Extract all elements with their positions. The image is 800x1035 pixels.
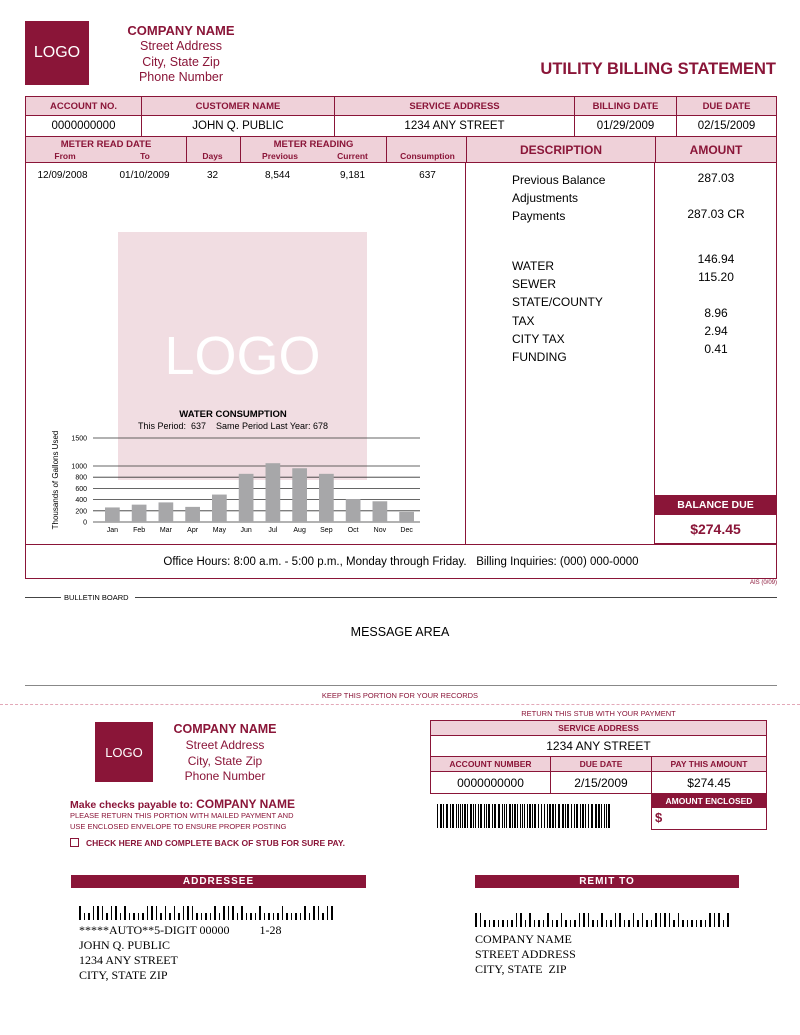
header-billing-date: BILLING DATE <box>574 97 676 115</box>
amount-enclosed-label: AMOUNT ENCLOSED <box>651 794 767 807</box>
charge-amount: 287.03 <box>697 171 735 185</box>
company-logo: LOGO <box>25 21 89 85</box>
y-tick-label: 600 <box>75 485 87 493</box>
message-area: MESSAGE AREA <box>350 625 450 639</box>
divider <box>465 162 466 544</box>
company-name: COMPANY NAME <box>127 23 235 38</box>
y-tick-label: 1000 <box>71 463 87 471</box>
charge-description: Adjustments <box>512 191 579 205</box>
stub-barcode <box>437 804 627 828</box>
bar-mar <box>159 502 174 522</box>
charge-description: Previous Balance <box>512 173 606 187</box>
charge-description: TAX <box>512 314 535 328</box>
statement-title: UTILITY BILLING STATEMENT <box>540 60 776 78</box>
balance-due-label: BALANCE DUE <box>654 495 777 514</box>
to-label: To <box>125 151 165 161</box>
bar-feb <box>132 505 147 522</box>
addressee-label: ADDRESSEE <box>71 875 366 888</box>
balance-due-amount: $274.45 <box>654 514 777 544</box>
header-customer-name: CUSTOMER NAME <box>141 97 334 115</box>
bar-nov <box>373 501 388 522</box>
addressee-line-1: *****AUTO**5-DIGIT 00000 1-28 <box>79 923 282 937</box>
addressee-line-4: CITY, STATE ZIP <box>79 968 168 982</box>
company-city: City, State Zip <box>142 55 220 69</box>
return-stub-note: RETURN THIS STUB WITH YOUR PAYMENT <box>521 709 676 718</box>
stub-logo: LOGO <box>95 722 153 782</box>
charge-amount: 146.94 <box>697 252 735 266</box>
bar-jul <box>266 463 281 522</box>
consumption-label: Consumption <box>390 151 465 161</box>
bar-aug <box>292 468 307 522</box>
x-tick-label: Nov <box>373 527 387 534</box>
remit-postal-barcode <box>475 911 735 927</box>
remit-line-3: CITY, STATE ZIP <box>475 962 567 976</box>
charge-description: FUNDING <box>512 350 567 364</box>
y-tick-label: 800 <box>75 474 87 482</box>
dollar-sign: $ <box>655 810 663 825</box>
company-phone: Phone Number <box>138 70 224 84</box>
bar-dec <box>399 512 414 522</box>
x-tick-label: May <box>212 527 226 534</box>
form-code: AIS (0/09) <box>749 580 777 586</box>
stub-phone: Phone Number <box>184 769 266 783</box>
sure-pay-checkbox[interactable] <box>70 838 79 847</box>
x-tick-label: Mar <box>159 527 172 534</box>
bar-oct <box>346 499 361 522</box>
tear-line <box>0 704 800 705</box>
bar-sep <box>319 474 334 522</box>
addressee-line-3: 1234 ANY STREET <box>79 953 178 967</box>
water-consumption-chart <box>45 402 445 542</box>
read-from-value: 12/09/2008 <box>37 170 88 181</box>
stub-pay-amount-value: $274.45 <box>651 772 766 793</box>
charge-description: STATE/COUNTY <box>512 295 603 309</box>
x-tick-label: Feb <box>133 527 146 534</box>
header-service-address: SERVICE ADDRESS <box>334 97 574 115</box>
stub-due-date-label: DUE DATE <box>550 757 651 771</box>
divider <box>25 685 777 686</box>
chart-ylabel: Thousands of Gallons Used <box>51 430 60 530</box>
return-note-1: PLEASE RETURN THIS PORTION WITH MAILED PAYMENT AND <box>70 811 294 820</box>
charge-amount: 287.03 CR <box>687 207 745 221</box>
office-hours: Office Hours: 8:00 a.m. - 5:00 p.m., Monday through Friday. Billing Inquiries: (000) 000-0000 <box>163 555 639 568</box>
checks-payable-company: COMPANY NAME <box>196 797 295 811</box>
y-tick-label: 1500 <box>71 435 87 443</box>
days-label: Days <box>190 151 235 161</box>
description-label: DESCRIPTION <box>466 137 655 162</box>
customer-name-value: JOHN Q. PUBLIC <box>141 116 334 136</box>
current-reading-value: 9,181 <box>339 170 366 181</box>
read-to-value: 01/10/2009 <box>119 170 170 181</box>
divider <box>386 137 387 162</box>
x-tick-label: Jun <box>240 527 252 534</box>
charge-amount: 0.41 <box>704 342 728 356</box>
divider <box>186 137 187 162</box>
x-tick-label: Aug <box>293 527 306 534</box>
x-tick-label: Apr <box>187 527 199 534</box>
stub-company-name: COMPANY NAME <box>173 722 277 736</box>
bar-apr <box>185 507 200 522</box>
y-tick-label: 400 <box>75 497 87 505</box>
account-number-value: 0000000000 <box>51 120 116 132</box>
charge-amount: 115.20 <box>698 270 734 284</box>
charge-description: CITY TAX <box>512 332 565 346</box>
stub-service-address-label: SERVICE ADDRESS <box>431 721 766 735</box>
amount-enclosed-field[interactable] <box>651 807 767 830</box>
charge-amount: 2.94 <box>704 324 728 338</box>
divider <box>25 597 61 598</box>
sure-pay-label: CHECK HERE AND COMPLETE BACK OF STUB FOR SURE PAY. <box>86 838 345 848</box>
x-tick-label: Oct <box>347 527 359 534</box>
current-label: Current <box>330 151 375 161</box>
company-street: Street Address <box>140 39 222 53</box>
due-date-value: 02/15/2009 <box>676 116 776 136</box>
keep-portion-note: KEEP THIS PORTION FOR YOUR RECORDS <box>321 691 479 700</box>
return-note-2: USE ENCLOSED ENVELOPE TO ENSURE PROPER POSTING <box>70 822 287 831</box>
remit-line-1: COMPANY NAME <box>475 932 572 946</box>
from-label: From <box>40 151 90 161</box>
watermark-logo: LOGO <box>118 232 367 480</box>
remit-line-2: STREET ADDRESS <box>475 947 576 961</box>
bar-jan <box>105 507 120 522</box>
stub-account-number-label: ACCOUNT NUMBER <box>431 757 550 771</box>
stub-street: Street Address <box>185 738 265 752</box>
divider <box>135 597 777 598</box>
chart-subtitle: This Period: 637 Same Period Last Year: 678 <box>137 421 329 431</box>
meter-reading-label: METER READING <box>241 139 386 150</box>
bar-may <box>212 495 227 522</box>
addressee-postal-barcode <box>79 904 339 920</box>
chart-title: WATER CONSUMPTION <box>179 409 287 420</box>
checks-payable-prefix: Make checks payable to: <box>70 799 194 811</box>
remit-to-label: REMIT TO <box>475 875 739 888</box>
charge-description: Payments <box>512 209 566 223</box>
bulletin-board-label: BULLETIN BOARD <box>64 593 129 602</box>
previous-reading-value: 8,544 <box>264 170 291 181</box>
bar-jun <box>239 474 254 522</box>
divider <box>26 162 776 163</box>
days-value: 32 <box>206 170 219 181</box>
charge-description: SEWER <box>512 277 557 291</box>
billing-date-value: 01/29/2009 <box>574 116 676 136</box>
y-tick-label: 200 <box>75 508 87 516</box>
previous-label: Previous <box>255 151 305 161</box>
x-tick-label: Sep <box>320 527 333 534</box>
amount-label: AMOUNT <box>655 137 776 162</box>
header-due-date: DUE DATE <box>676 97 776 115</box>
header-account-no: ACCOUNT NO. <box>26 97 141 115</box>
divider <box>654 162 655 495</box>
addressee-line-2: JOHN Q. PUBLIC <box>79 938 171 952</box>
stub-account-number-value: 0000000000 <box>457 775 524 790</box>
charge-description: WATER <box>512 259 554 273</box>
stub-service-address-value: 1234 ANY STREET <box>546 739 651 753</box>
y-tick-label: 0 <box>83 519 87 527</box>
x-tick-label: Jul <box>268 527 278 534</box>
meter-read-date-label: METER READ DATE <box>26 139 186 150</box>
stub-due-date-value: 2/15/2009 <box>550 772 651 793</box>
x-tick-label: Dec <box>400 527 413 534</box>
charge-amount: 8.96 <box>704 306 728 320</box>
consumption-value: 637 <box>419 170 436 181</box>
stub-pay-amount-label: PAY THIS AMOUNT <box>651 757 766 771</box>
service-address-value: 1234 ANY STREET <box>334 116 574 136</box>
stub-city: City, State Zip <box>187 754 263 768</box>
checks-payable-line <box>70 797 295 811</box>
x-tick-label: Jan <box>106 527 119 534</box>
